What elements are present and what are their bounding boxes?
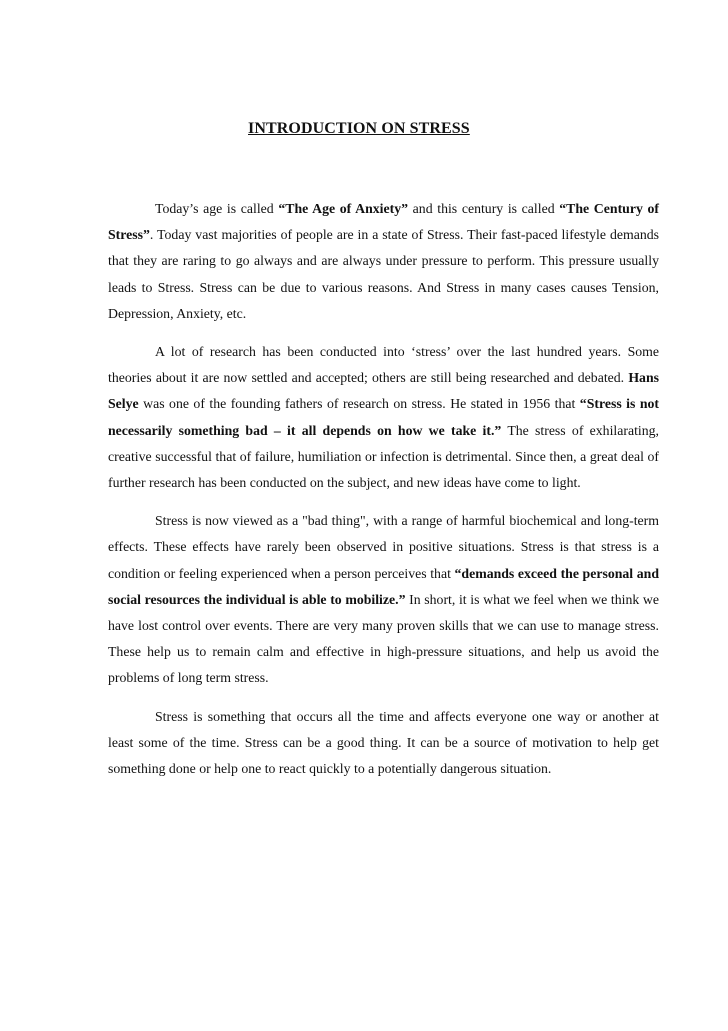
text-run: Stress is something that occurs all the time and affects everyone one way or another at least some of the time. Stress can be a good thing. It can be a source of motivation to help get something done or help one to react quickly to a potentially dangerous situation. <box>108 708 659 777</box>
paragraph-3 <box>108 508 659 691</box>
text-run: Today’s age is called <box>155 201 279 216</box>
page-title: INTRODUCTION ON STRESS <box>248 120 470 137</box>
paragraph-4 <box>108 704 659 783</box>
document-body <box>108 196 659 794</box>
text-run: The stress of exhilarating, creative successful that of failure, humiliation or infection is detrimental. Since then, a great deal of further research has been conducted on the subject, and new ideas have come to light. <box>108 422 659 491</box>
text-run: and this century is called <box>408 201 560 216</box>
text-run: Stress is now viewed as a "bad thing", with a range of harmful biochemical and long-term effects. These effects have rarely been observed in positive situations. Stress is that stress is a condition or feeling experienced when a person perceives that <box>108 513 659 581</box>
paragraph-1 <box>108 196 659 327</box>
text-run: . Today vast majorities of people are in a state of Stress. Their fast-paced lifestyle demands that they are raring to go always and are always under pressure to perform. This pressure usually leads to Stress. Stress can be due to various reasons. And Stress in many cases causes Tension, Depression, Anxiety, etc. <box>108 227 659 321</box>
bold-text: “Stress is not necessarily something bad – it all depends on how we take it.” <box>108 396 659 438</box>
text-run: A lot of research has been conducted into ‘stress’ over the last hundred years. Some theories about it are now settled and accepted; others are still being researched and debated. <box>108 344 659 386</box>
bold-text: “demands exceed the personal and social resources the individual is able to mobilize.” <box>108 565 659 607</box>
text-run: was one of the founding fathers of research on stress. He stated in 1956 that <box>138 396 580 412</box>
bold-text: “The Age of Anxiety” <box>278 201 409 216</box>
paragraph-2 <box>108 339 659 496</box>
bold-text: “The Century of Stress” <box>108 201 659 243</box>
bold-text: Hans Selye <box>108 370 659 412</box>
text-run: In short, it is what we feel when we think we have lost control over events. There are very many proven skills that we can use to manage stress. These help us to remain calm and effective in high-pressure situations, and help us avoid the problems of long term stress. <box>108 591 659 686</box>
